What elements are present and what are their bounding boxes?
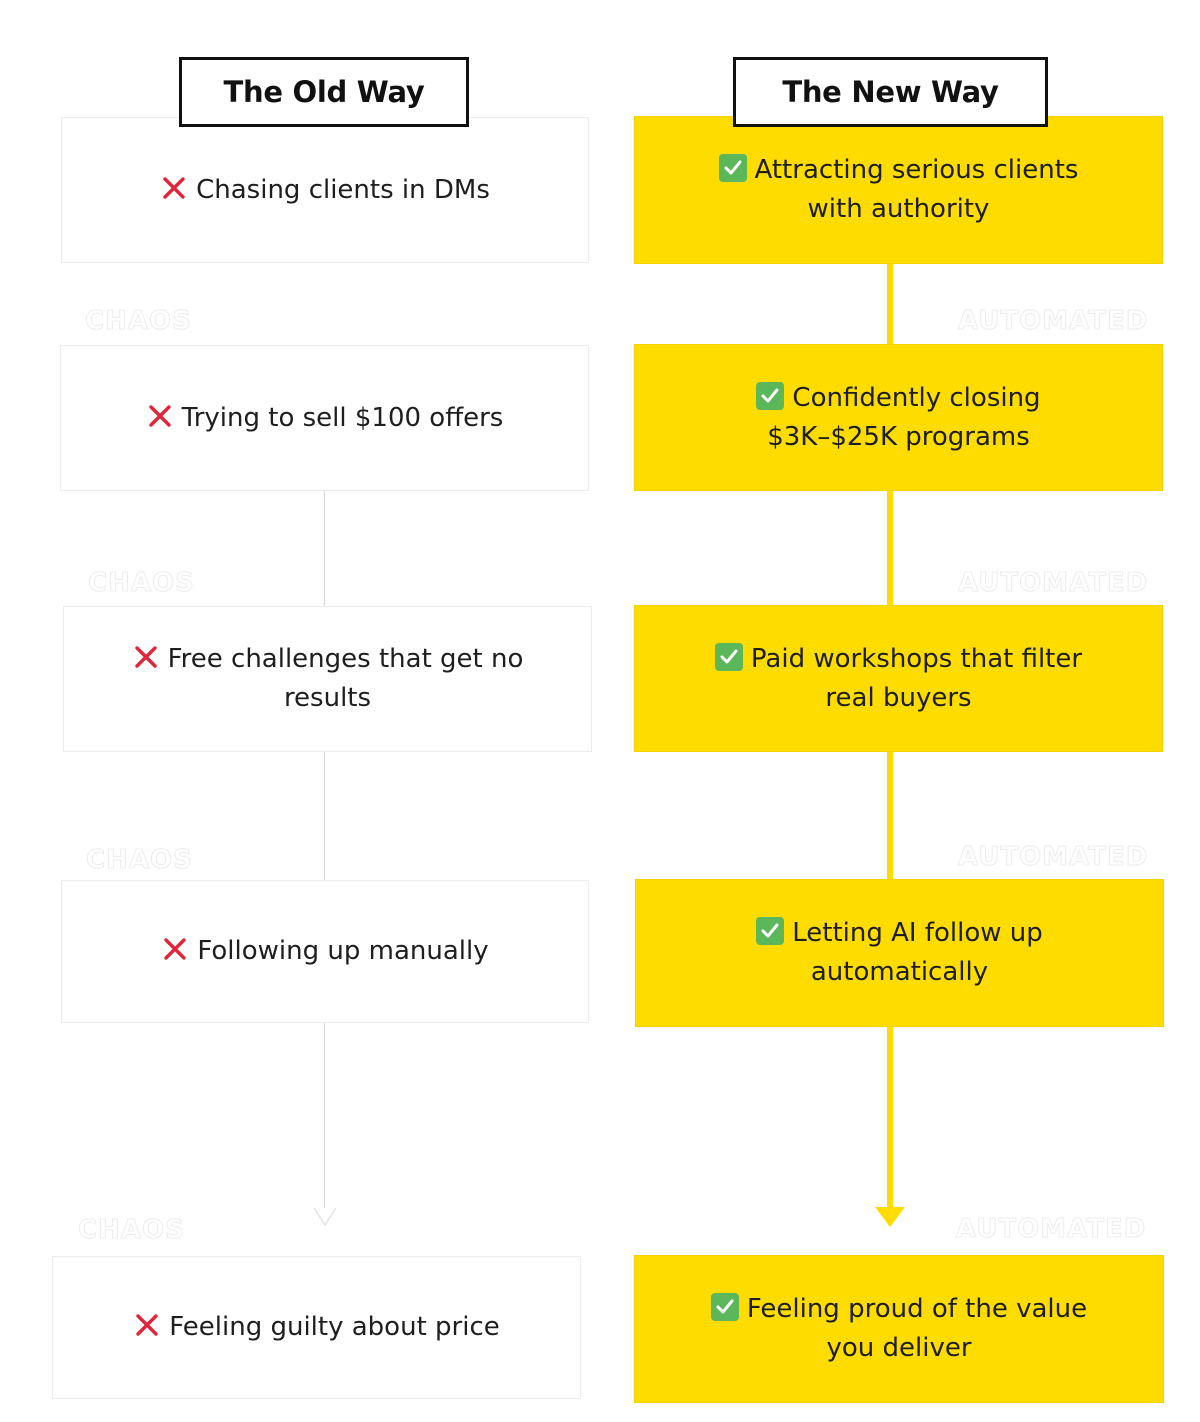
checkmark-icon	[756, 382, 784, 410]
old-way-title: The Old Way	[223, 75, 425, 109]
new-way-item-text: Letting AI follow up automatically	[792, 918, 1043, 987]
new-way-item-text: Attracting serious clients with authority	[754, 155, 1079, 224]
new-way-item-text: Confidently closing $3K–$25K programs	[767, 382, 1041, 452]
new-way-item-text: Feeling proud of the value you deliver	[746, 1294, 1088, 1363]
cross-icon	[161, 935, 189, 963]
old-way-header	[179, 57, 469, 127]
new-way-card	[635, 606, 1162, 751]
new-way-header	[733, 57, 1048, 127]
old-way-card	[52, 1256, 581, 1399]
chaos-tag: CHAOS	[78, 1215, 185, 1245]
new-connector	[887, 1025, 893, 1211]
cross-icon	[132, 643, 160, 671]
new-way-title: The New Way	[782, 75, 999, 109]
old-way-card	[61, 117, 589, 263]
old-way-item-text: Chasing clients in DMs	[196, 174, 490, 205]
new-way-card	[635, 1256, 1163, 1402]
chaos-tag: CHAOS	[86, 845, 193, 875]
old-way-item-text: Trying to sell $100 offers	[181, 402, 504, 433]
automated-tag: AUTOMATED	[958, 842, 1149, 872]
new-connector	[887, 489, 893, 607]
new-arrowhead-icon	[874, 1206, 906, 1228]
automated-tag: AUTOMATED	[958, 568, 1149, 598]
old-connector	[324, 490, 325, 606]
checkmark-icon	[711, 1293, 739, 1321]
old-way-card	[61, 880, 589, 1023]
old-way-card	[60, 345, 589, 491]
old-connector	[324, 751, 325, 881]
cross-icon	[146, 402, 174, 430]
checkmark-icon	[719, 154, 747, 182]
cross-icon	[133, 1311, 161, 1339]
automated-tag: AUTOMATED	[956, 1214, 1147, 1244]
checkmark-icon	[715, 643, 743, 671]
new-way-card	[636, 880, 1163, 1026]
automated-tag: AUTOMATED	[958, 306, 1149, 336]
new-connector	[887, 750, 893, 882]
old-way-item-text: Free challenges that get no results	[167, 644, 524, 713]
new-way-item-text: Paid workshops that filter real buyers	[750, 643, 1083, 713]
old-arrowhead-icon	[312, 1206, 338, 1228]
chaos-tag: CHAOS	[88, 568, 195, 598]
cross-icon	[160, 174, 188, 202]
old-way-item-text: Following up manually	[197, 936, 489, 966]
checkmark-icon	[756, 917, 784, 945]
new-way-card	[635, 117, 1162, 263]
chaos-tag: CHAOS	[85, 306, 192, 336]
old-connector	[324, 1022, 325, 1212]
old-way-card	[63, 606, 592, 752]
new-connector	[887, 262, 893, 346]
new-way-card	[635, 345, 1162, 490]
old-way-item-text: Feeling guilty about price	[169, 1312, 500, 1342]
